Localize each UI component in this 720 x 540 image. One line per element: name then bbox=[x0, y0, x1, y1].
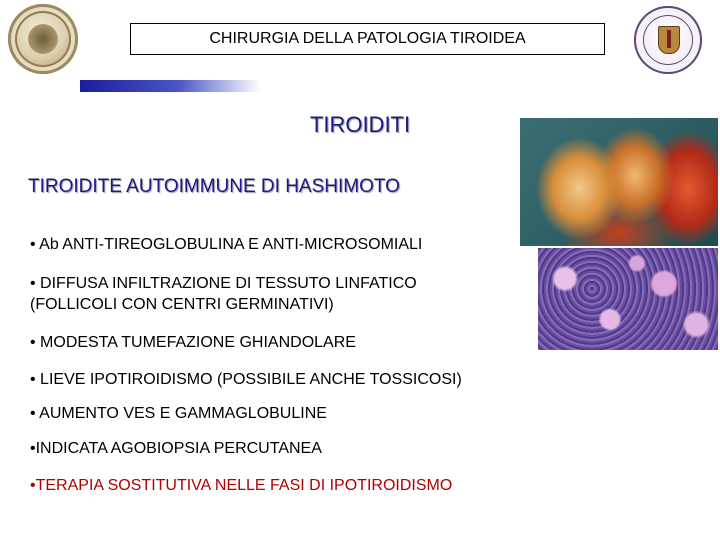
histology-micrograph bbox=[538, 248, 718, 350]
section-title: TIROIDITI bbox=[309, 112, 411, 137]
bullet-infiltration bbox=[30, 273, 417, 315]
thyroid-gland-photo bbox=[520, 118, 718, 246]
university-seal-icon bbox=[8, 4, 78, 74]
bullet-antibodies: • Ab ANTI-TIREOGLOBULINA E ANTI-MICROSOMIALI bbox=[30, 236, 423, 253]
bullet-ves: • AUMENTO VES E GAMMAGLOBULINE bbox=[30, 405, 327, 422]
bullet-infiltration-line1: • DIFFUSA INFILTRAZIONE DI TESSUTO LINFATICO bbox=[30, 275, 417, 292]
accent-bar bbox=[80, 80, 260, 92]
bullet-therapy: •TERAPIA SOSTITUTIVA NELLE FASI DI IPOTIROIDISMO bbox=[30, 477, 453, 494]
bullet-infiltration-line2: (FOLLICOLI CON CENTRI GERMINATIVI) bbox=[30, 296, 334, 313]
slide-subtitle: TIROIDITE AUTOIMMUNE DI HASHIMOTO bbox=[28, 176, 400, 197]
bullet-hypothyroidism: • LIEVE IPOTIROIDISMO (POSSIBILE ANCHE TOSSICOSI) bbox=[30, 371, 462, 388]
bullet-swelling: • MODESTA TUMEFAZIONE GHIANDOLARE bbox=[30, 334, 356, 351]
header-title: CHIRURGIA DELLA PATOLOGIA TIROIDEA bbox=[130, 23, 605, 55]
bullet-biopsy: •INDICATA AGOBIOPSIA PERCUTANEA bbox=[30, 440, 322, 457]
university-crest-icon bbox=[634, 6, 702, 74]
